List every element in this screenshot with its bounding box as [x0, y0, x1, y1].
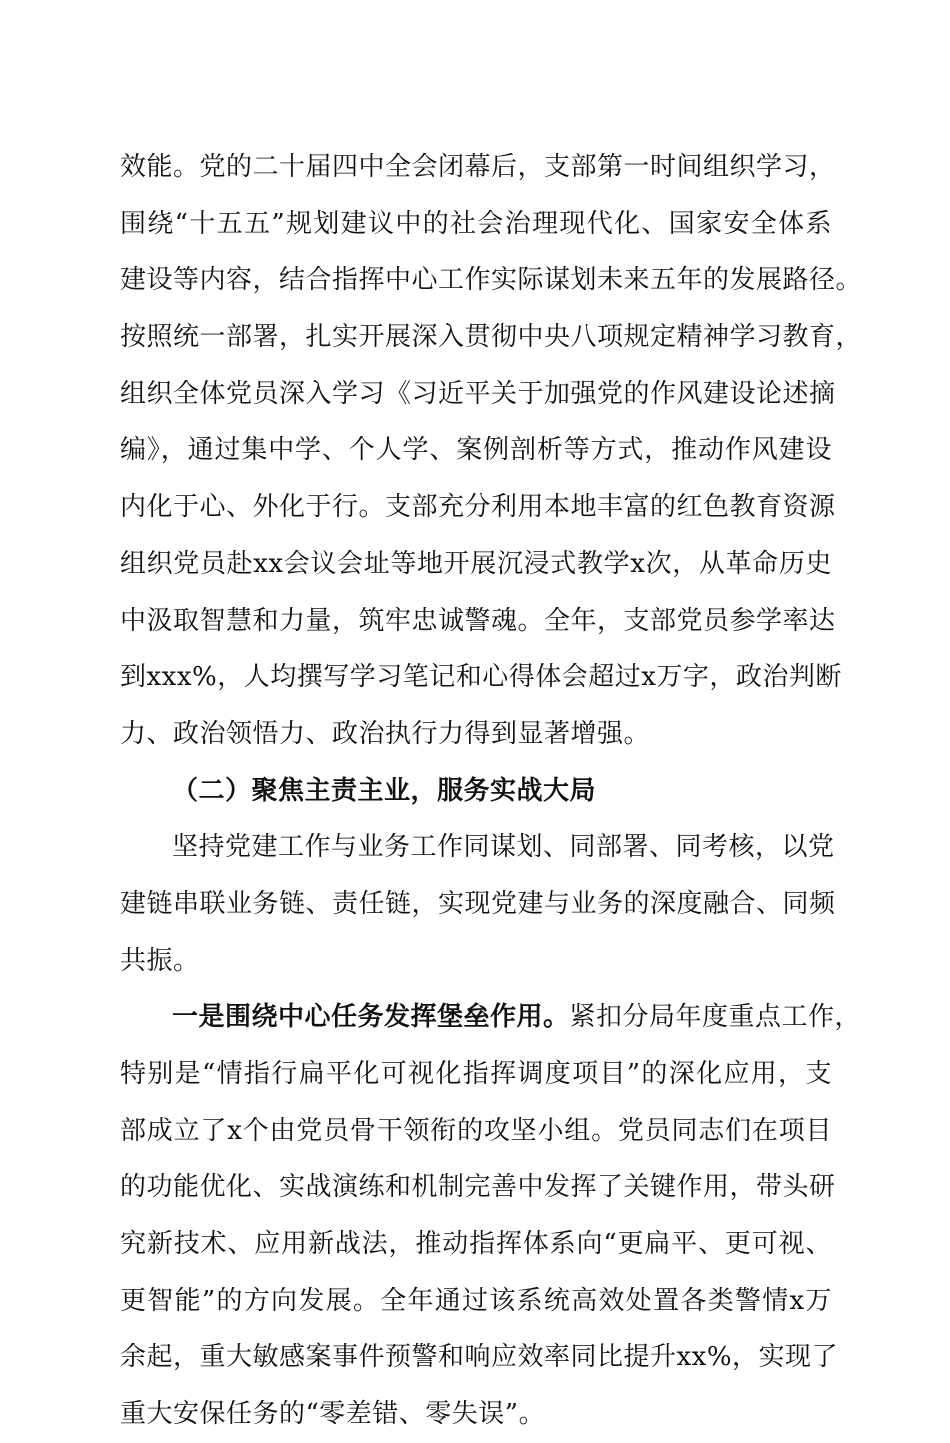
text-line: 特别是“情指行扁平化可视化指挥调度项目”的深化应用，支: [120, 1059, 832, 1089]
text-line: [120, 989, 862, 1046]
text-line: 建设等内容，结合指挥中心工作实际谋划未来五年的发展路径。: [120, 265, 863, 296]
text-line: 编》，通过集中学、个人学、案例剖析等方式，推动作风建设: [120, 435, 832, 466]
text-line: 中汲取智慧和力量，筑牢忠诚警魂。全年，支部党员参学率达: [120, 605, 836, 636]
text-line: 组织党员赴xx会议会址等地开展沉浸式教学x次，从革命历史: [120, 548, 832, 579]
text-line: 重大安保任务的“零差错、零失误”。: [120, 1399, 546, 1430]
text-line: 组织全体党员深入学习《习近平关于加强党的作风建设论述摘: [120, 378, 836, 409]
text-line: 力、政治领悟力、政治执行力得到显著增强。: [120, 718, 651, 749]
text-line: 究新技术、应用新战法，推动指挥体系向“更扁平、更可视、: [120, 1229, 832, 1260]
text-line: 效能。党的二十届四中全会闭幕后，支部第一时间组织学习，: [120, 152, 836, 182]
text-line: 的功能优化、实战演练和机制完善中发挥了关键作用，带头研: [120, 1172, 836, 1203]
text-line: 围绕“十五五”规划建议中的社会治理现代化、国家安全体系: [120, 208, 832, 239]
paragraph-study: [120, 139, 863, 763]
text-line: 按照统一部署，扎实开展深入贯彻中央八项规定精神学习教育，: [120, 322, 863, 353]
document-page: [120, 139, 863, 1443]
section-heading: （二）聚焦主责主业，服务实战大局: [172, 775, 597, 806]
text-line: 余起，重大敏感案事件预警和响应效率同比提升xx%，实现了: [120, 1342, 839, 1373]
lead-line-rest: 紧扣分局年度重点工作，: [569, 1002, 862, 1033]
paragraph-central-task: [120, 989, 862, 1443]
bold-lead-text: 一是围绕中心任务发挥堡垒作用。: [172, 1002, 570, 1033]
text-line: 到xxx%，人均撰写学习笔记和心得体会超过x万字，政治判断: [120, 662, 842, 693]
text-line: 内化于心、外化于行。支部充分利用本地丰富的红色教育资源: [120, 492, 836, 523]
text-line: 坚持党建工作与业务工作同谋划、同部署、同考核，以党: [172, 832, 835, 863]
paragraph-integration: [120, 819, 836, 989]
text-line: 更智能”的方向发展。全年通过该系统高效处置各类警情x万: [120, 1285, 832, 1316]
text-line: 部成立了x个由党员骨干领衔的攻坚小组。党员同志们在项目: [120, 1115, 832, 1146]
text-line: 建链串联业务链、责任链，实现党建与业务的深度融合、同频: [120, 888, 836, 919]
text-line: 共振。: [120, 945, 200, 976]
